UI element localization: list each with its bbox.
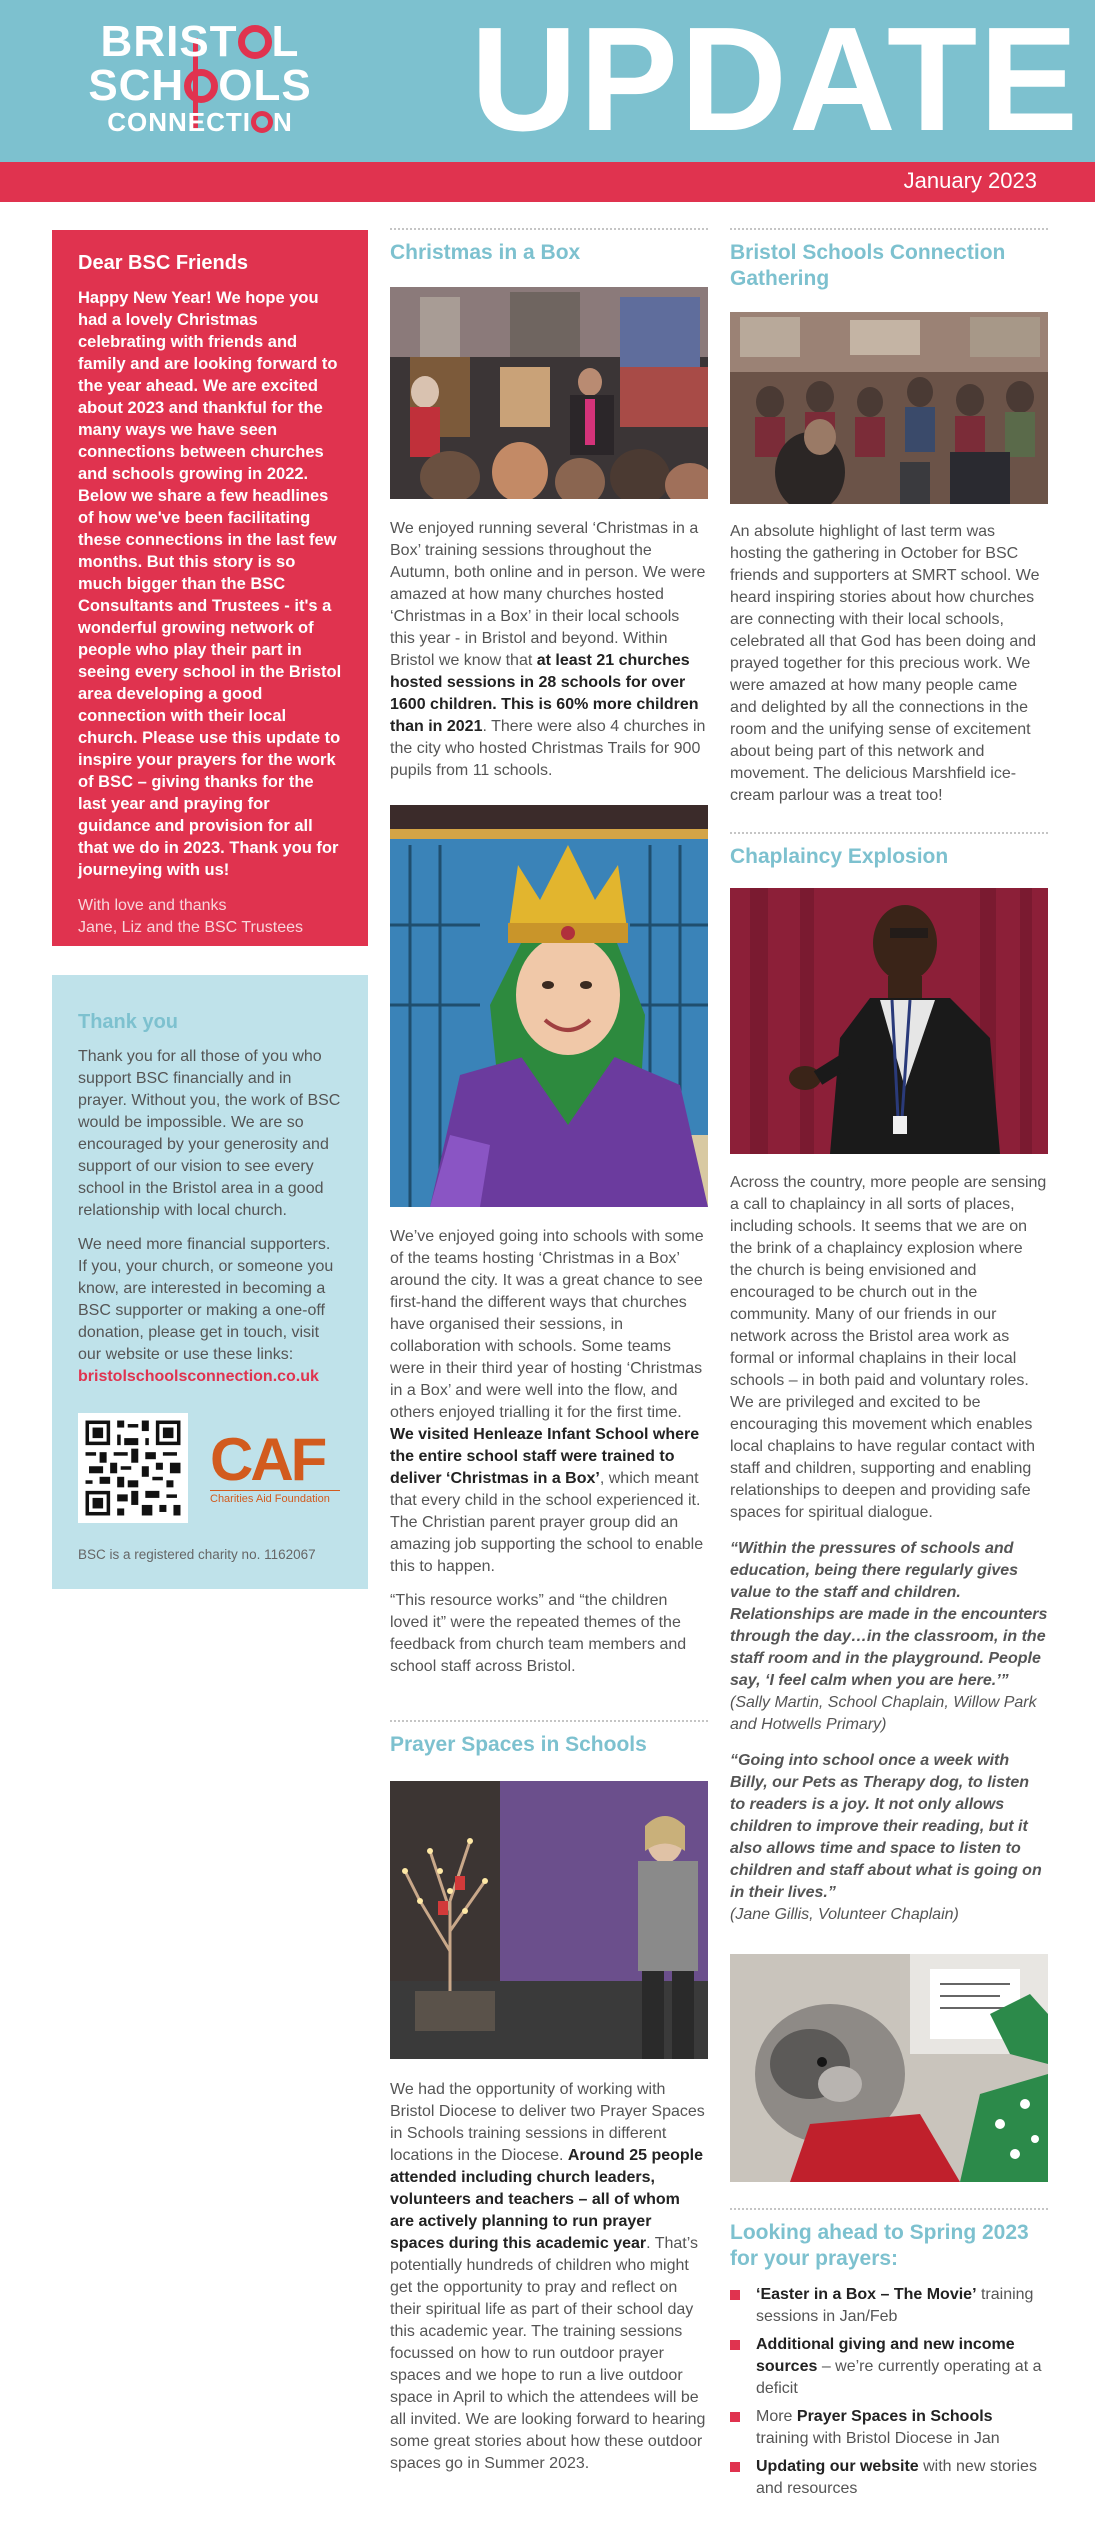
- logo-text: N: [273, 107, 293, 137]
- photo-gathering-image: [730, 312, 1048, 504]
- caf-logo[interactable]: [210, 1426, 340, 1510]
- text-run: , which meant that every child in the school experienced it. The Christian parent prayer group did an amazing job supporting the school to enable this to happen.: [390, 1470, 704, 1575]
- signoff-line: With love and thanks: [78, 897, 227, 914]
- christmas-photo-child-king: [390, 805, 708, 1207]
- chaplaincy-paragraph: Across the country, more people are sensing a call to chaplaincy in all sorts of places, including schools. It seems that we are on the brink of a chaplaincy explosion where the church is being envisioned and encouraged to be church out in the community. Many of our friends in our network across the Bristol area work as formal or informal chaplains in their local schools – in both paid and voluntary roles. We are privileged and excited to be encouraging this movement which enables local chaplains to have regular contact with staff and children, supporting and enabling relationships to deepen and providing safe spaces for spiritual dialogue.: [730, 1174, 1047, 1521]
- photo-dog-image: [730, 1954, 1048, 2182]
- caf-letters: CAF: [210, 1426, 325, 1493]
- text-run: . That’s potentially hundreds of children who might get the opportunity to pray and reflect on their spiritual life as part of their school day this academic year. The training sessions focussed on how to run outdoor prayer spaces and we hope to run a live outdoor space in April to which the attendees will be all invited. We are looking forward to hearing some great stories about how these outdoor spaces go in Summer 2023.: [390, 2235, 706, 2472]
- letter-body: Happy New Year! We hope you had a lovely Christmas celebrating with friends and family and are looking forward to the year ahead. We are excited about 2023 and thankful for the many ways we have seen connections between churches and schools growing in 2022. Below we share a few headlines of how we've been facilitating these connections in the last few months. But this story is so much bigger than the BSC Consultants and Trustees - it's a wonderful growing network of people who play their part in seeing every school in the Bristol area developing a good connection with their local church. Please use this update to inspire your prayers for the work of BSC – giving thanks for the last year and praying for guidance and provision for all that we do in 2023. Thank you for journeying with us!: [78, 289, 342, 879]
- logo-text: OLS: [218, 61, 312, 110]
- logo-text: BRIST: [100, 17, 238, 66]
- logo-text: SCH: [88, 61, 185, 110]
- supporters-request: We need more financial supporters. If you, your church, or someone you know, are interested in becoming a BSC supporter or making a one-off donation, please get in touch, visit our website or use these links:: [78, 1236, 334, 1363]
- gathering-heading: Bristol Schools Connection Gathering: [730, 241, 1006, 290]
- text-run: We’ve enjoyed going into schools with some of the teams hosting ‘Christmas in a Box’ around the city. It was a great chance to see first-hand the different ways that churches have organised their sessions, in collaboration with schools. Some teams were in their third year of hosting ‘Christmas in a Box’ and were well into the flow, and others enjoyed trialling it for the first time.: [390, 1228, 704, 1421]
- masthead: [0, 0, 1095, 162]
- welcome-letter: [52, 230, 368, 946]
- gathering-photo: [730, 312, 1048, 504]
- christmas-feedback: “This resource works” and “the children loved it” were the repeated themes of the feedback from church team members and school staff across Bristol.: [390, 1592, 687, 1675]
- thank-you-heading: Thank you: [78, 1011, 179, 1033]
- text-run: . There were also 4 churches in the city who hosted Christmas Trails for 900 pupils from 11 schools.: [390, 718, 706, 779]
- thank-you-text: Thank you for all those of you who support BSC financially and in prayer. Without you, the work of BSC would be impossible. We are so encouraged by your generosity and support of our vision to see every school in the Bristol area in a good relationship with local church.: [78, 1048, 341, 1219]
- issue-date: January 2023: [903, 168, 1037, 193]
- thank-you-panel: [52, 975, 368, 1589]
- prayer-spaces-paragraph: [390, 2079, 708, 2475]
- signoff-names: Jane, Liz and the BSC Trustees: [78, 919, 304, 936]
- section-divider: [730, 228, 1048, 230]
- logo-o-ring-icon: [251, 111, 273, 133]
- christmas-section: [390, 228, 708, 266]
- supporters-text: [78, 1234, 342, 1388]
- list-item: [730, 2284, 1048, 2328]
- text-run-bold: ‘Easter in a Box – The Movie’: [756, 2286, 977, 2303]
- text-run-bold: Prayer Spaces in Schools: [796, 2408, 993, 2425]
- christmas-paragraph: [390, 1226, 708, 1578]
- website-link[interactable]: bristolschoolsconnection.co.uk: [78, 1368, 319, 1385]
- spring-prayer-list: [730, 2284, 1048, 2500]
- logo-text: CONNECTI: [107, 107, 251, 137]
- bullet-square-icon: [730, 2290, 740, 2300]
- text-run: training sessions in Jan/Feb: [756, 2286, 1034, 2325]
- text-run-bold: Around 25 people attended including church leaders, volunteers and teachers – all of whom are actively planning to run prayer spaces during this academic year: [390, 2147, 703, 2252]
- section-divider: [390, 1720, 708, 1722]
- text-run-bold: Additional giving and new income sources: [756, 2336, 1015, 2375]
- caf-name: Charities Aid Foundation: [210, 1490, 340, 1505]
- spring-section: [730, 2208, 1048, 2506]
- bsc-logo[interactable]: [75, 17, 325, 137]
- prayer-spaces-text: [390, 2079, 708, 2475]
- text-run: with new stories and resources: [756, 2458, 1037, 2497]
- prayer-spaces-photo: [390, 1781, 708, 2059]
- text-run: training with Bristol Diocese in Jan: [756, 2430, 1000, 2447]
- chaplain-quote-1-attribution: (Sally Martin, School Chaplain, Willow Park and Hotwells Primary): [730, 1694, 1037, 1733]
- text-run: We had the opportunity of working with Bristol Diocese to deliver two Prayer Spaces in Schools training sessions in different locations in the Diocese.: [390, 2081, 705, 2164]
- chaplain-quote-1: “Within the pressures of schools and education, being there regularly gives value to the staff and children. Relationships are made in the encounters through the day…in the classroom, in the staff room and in the playground. People say, ‘I feel calm when you are here.’”: [730, 1540, 1048, 1689]
- chaplaincy-text: [730, 1172, 1048, 1926]
- qr-code[interactable]: [78, 1413, 188, 1523]
- spring-heading: Looking ahead to Spring 2023 for your prayers:: [730, 2221, 1029, 2270]
- chaplaincy-section: [730, 832, 1048, 870]
- chaplaincy-photo: [730, 888, 1048, 1154]
- section-divider: [390, 228, 708, 230]
- text-run-bold: We visited Henleaze Infant School where the entire school staff were trained to deliver ‘Christmas in a Box’: [390, 1426, 700, 1487]
- therapy-dog-photo: [730, 1954, 1048, 2182]
- photo-chaplain-image: [730, 888, 1048, 1154]
- logo-o-ring-icon: [184, 69, 218, 103]
- logo-text: L: [271, 17, 300, 66]
- section-divider: [730, 2208, 1048, 2210]
- chaplaincy-heading: Chaplaincy Explosion: [730, 845, 949, 868]
- page-title: UPDATE: [470, 0, 1080, 162]
- gathering-paragraph: An absolute highlight of last term was hosting the gathering in October for BSC friends and supporters at SMRT school. We heard inspiring stories about how churches are connecting with their local schools, celebrated all that God has been doing and prayed together for this precious work. We were amazed at how many people came and delighted by all the connections in the room and the unifying sense of excitement about being part of this network and movement. The delicious Marshfield ice-cream parlour was a treat too!: [730, 523, 1040, 804]
- list-item: [730, 2334, 1048, 2400]
- christmas-paragraph: [390, 518, 708, 782]
- charity-number: BSC is a registered charity no. 1162067: [78, 1547, 316, 1562]
- photo-prayer-image: [390, 1781, 708, 2059]
- text-run-bold: Updating our website: [756, 2458, 919, 2475]
- christmas-photo-church: [390, 287, 708, 499]
- text-run: We enjoyed running several ‘Christmas in a Box’ training sessions throughout the Autumn, both online and in person. We were amazed at how many churches hosted ‘Christmas in a Box’ in their local schools this year - in Bristol and beyond. Within Bristol we know that: [390, 520, 706, 669]
- section-divider: [730, 832, 1048, 834]
- chaplain-quote-2-attribution: (Jane Gillis, Volunteer Chaplain): [730, 1906, 959, 1923]
- qr-code-icon: [82, 1417, 184, 1519]
- date-band: [0, 162, 1095, 202]
- prayer-spaces-section: [390, 1720, 708, 1758]
- text-run: More: [756, 2408, 797, 2425]
- gathering-section: [730, 228, 1048, 292]
- bullet-square-icon: [730, 2462, 740, 2472]
- text-run: – we’re currently operating at a deficit: [756, 2358, 1042, 2397]
- list-item: [730, 2456, 1048, 2500]
- christmas-text-1: [390, 518, 708, 782]
- bullet-square-icon: [730, 2412, 740, 2422]
- chaplain-quote-2: “Going into school once a week with Billy, our Pets as Therapy dog, to listen to readers is a joy. It not only allows children to improve their reading, but it also allows time and space to listen to children and staff about what is going on in their lives.”: [730, 1752, 1042, 1901]
- letter-signoff: [78, 895, 342, 939]
- logo-o-ring-icon: [238, 25, 272, 59]
- text-run-bold: at least 21 churches hosted sessions in 28 schools for over 1600 children. This is 60% more children than in 2021: [390, 652, 699, 735]
- christmas-heading: Christmas in a Box: [390, 241, 581, 264]
- photo-child-image: [390, 805, 708, 1207]
- list-item: [730, 2406, 1048, 2450]
- photo-church-image: [390, 287, 708, 499]
- gathering-text: [730, 521, 1048, 807]
- bullet-square-icon: [730, 2340, 740, 2350]
- prayer-spaces-heading: Prayer Spaces in Schools: [390, 1733, 647, 1756]
- letter-heading: Dear BSC Friends: [78, 252, 249, 274]
- christmas-text-2: [390, 1226, 708, 1678]
